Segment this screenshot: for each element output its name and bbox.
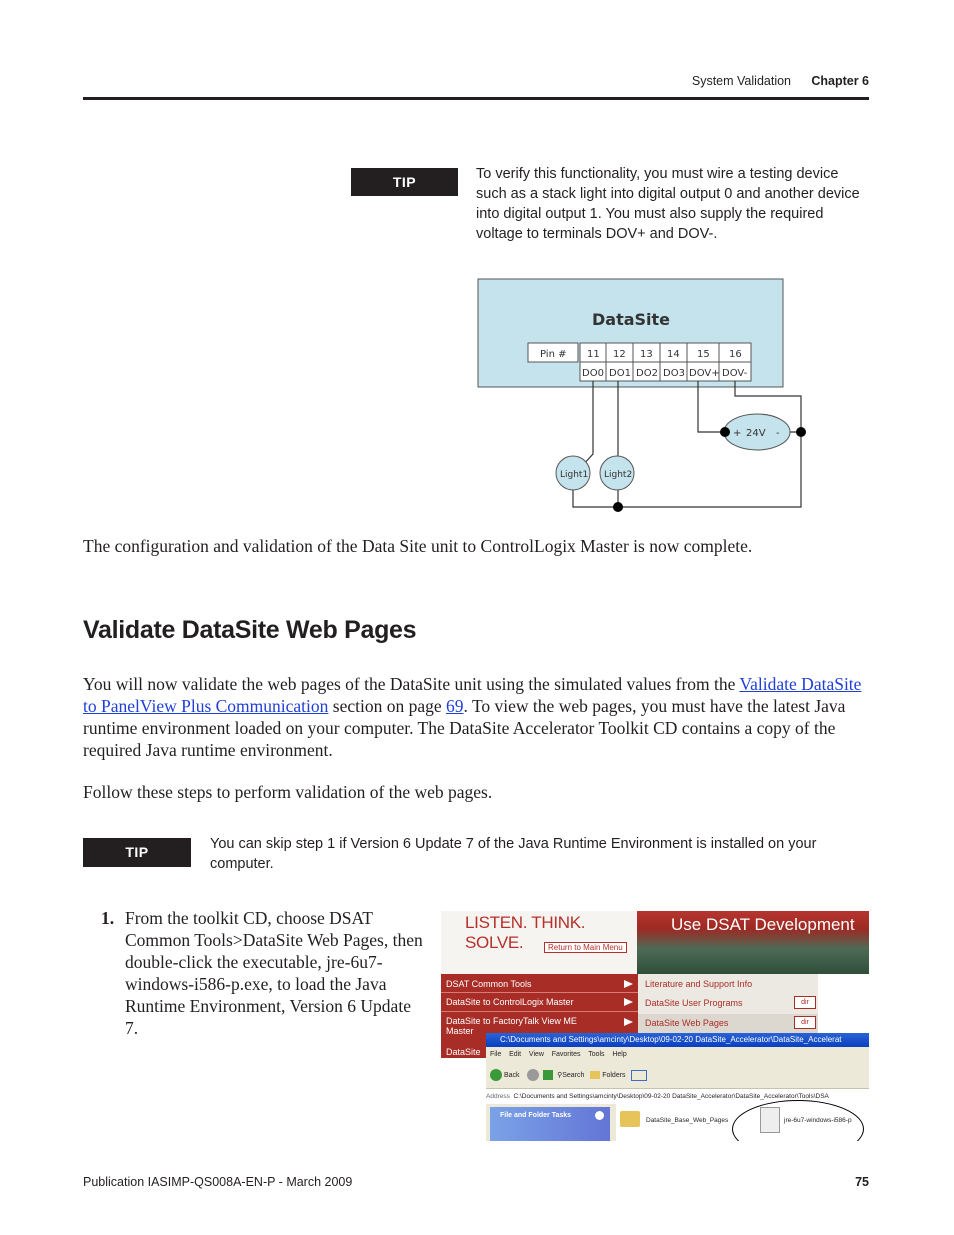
explorer-title-bar: C:\Documents and Settings\amcinty\Desktop\09-02-20 DataSite_Accelerator\DataSite_Accelerat xyxy=(486,1033,869,1047)
folders-icon[interactable] xyxy=(590,1071,600,1079)
intro-text-start: You will now validate the web pages of the DataSite unit using the simulated values from the xyxy=(83,674,736,694)
tip-text: To verify this functionality, you must wire a testing device such as a stack light into digital output 0 and another device into digital output 1. You must also supply the required voltage to terminals DOV+ and DOV-. xyxy=(476,166,860,242)
intro-text-end: . To view the web pages, you must have the latest Java runtime environment loaded on your computer. The DataSite Accelerator Toolkit CD contains a copy of the required Java runtime environment. xyxy=(83,696,846,760)
menu-help[interactable]: Help xyxy=(612,1051,627,1058)
pin-11: 11 xyxy=(587,349,600,360)
tip-label-2: TIP xyxy=(83,838,191,867)
menu-file[interactable]: File xyxy=(490,1051,502,1058)
collapse-icon[interactable] xyxy=(595,1111,604,1120)
intro-paragraph xyxy=(83,673,868,761)
pin-15: 15 xyxy=(697,349,710,360)
address-label: Address xyxy=(486,1093,510,1100)
pin-16: 16 xyxy=(729,349,742,360)
folder-icon[interactable] xyxy=(620,1111,640,1127)
slogan: LISTEN. THINK. SOLVE. xyxy=(465,913,586,952)
explorer-toolbar xyxy=(490,1069,647,1081)
dir-button[interactable]: dir xyxy=(794,996,816,1009)
menu-user-programs[interactable]: DataSite User Programs xyxy=(645,998,743,1008)
pin-14: 14 xyxy=(667,349,680,360)
step-text: From the toolkit CD, choose DSAT Common Tools>DataSite Web Pages, then double-click the executable, jre-6u7-windows-i586-p.exe, to load the Java Runtime Environment, Version 6 Update 7. xyxy=(125,908,423,1038)
page-69-link[interactable]: 69 xyxy=(446,696,464,716)
screenshot-header-left xyxy=(441,911,637,974)
menu-web-pages[interactable]: DataSite Web Pages xyxy=(645,1018,729,1028)
output-dov-minus: DOV- xyxy=(722,368,748,379)
light-2-label: Light2 xyxy=(604,470,633,480)
output-do3: DO3 xyxy=(663,368,685,379)
menu-tools[interactable]: Tools xyxy=(588,1051,605,1058)
pin-label: Pin # xyxy=(540,349,567,360)
explorer-menu-bar xyxy=(490,1051,627,1058)
menu-datasite[interactable]: DataSite xyxy=(446,1047,481,1057)
arrow-icon xyxy=(624,1018,633,1026)
up-folder-icon[interactable] xyxy=(543,1070,553,1080)
back-icon[interactable] xyxy=(490,1069,502,1081)
search-button[interactable]: Search xyxy=(562,1071,585,1079)
running-header-chapter: Chapter 6 xyxy=(811,74,869,88)
right-menu xyxy=(638,974,818,1034)
dir-button[interactable]: dir xyxy=(794,1016,816,1029)
toolkit-screenshot xyxy=(441,911,869,1141)
supply-voltage-label: 24V xyxy=(746,428,766,439)
task-panel xyxy=(490,1107,610,1141)
arrow-icon xyxy=(624,998,633,1006)
completion-paragraph: The configuration and validation of the Data Site unit to ControlLogix Master is now complete. xyxy=(83,536,753,556)
common-junction xyxy=(613,502,623,512)
section-heading: Validate DataSite Web Pages xyxy=(83,616,417,644)
supply-minus-label: - xyxy=(776,428,780,439)
header-rule xyxy=(83,97,869,100)
tip-label: TIP xyxy=(351,168,458,196)
menu-view[interactable]: View xyxy=(528,1051,544,1058)
supply-plus-label: + xyxy=(733,428,742,439)
menu-literature-support[interactable]: Literature and Support Info xyxy=(645,979,753,989)
wiring-diagram xyxy=(454,276,838,518)
menu-factorytalk-master[interactable]: DataSite to FactoryTalk View ME Master xyxy=(446,1016,577,1036)
return-main-menu-button[interactable]: Return to Main Menu xyxy=(544,942,627,953)
file-folder-tasks[interactable]: File and Folder Tasks xyxy=(500,1112,572,1119)
search-icon[interactable]: ⚲ xyxy=(557,1071,563,1079)
intro-text-mid: section on page xyxy=(332,696,442,716)
arrow-icon xyxy=(624,980,633,988)
step-number: 1. xyxy=(101,908,115,928)
light-1-label: Light1 xyxy=(560,470,589,480)
menu-controllogix-master[interactable]: DataSite to ControlLogix Master xyxy=(446,997,574,1007)
menu-favorites[interactable]: Favorites xyxy=(551,1051,581,1058)
publication-footer: Publication IASIMP-QS008A-EN-P - March 2009 xyxy=(83,1175,353,1189)
banner-text: Use DSAT Development xyxy=(671,915,855,934)
menu-dsat-common-tools[interactable]: DSAT Common Tools xyxy=(446,979,532,989)
output-do0: DO0 xyxy=(582,368,604,379)
datasite-title: DataSite xyxy=(592,310,671,329)
supply-terminal-plus xyxy=(720,427,730,437)
java-installer-file[interactable]: jre-6u7-windows-i586-p xyxy=(784,1117,852,1124)
pin-12: 12 xyxy=(613,349,626,360)
folders-button[interactable]: Folders xyxy=(602,1071,626,1079)
page-number: 75 xyxy=(855,1175,869,1189)
folder-item[interactable]: DataSite_Base_Web_Pages xyxy=(646,1117,729,1124)
output-do2: DO2 xyxy=(636,368,658,379)
supply-terminal-minus xyxy=(796,427,806,437)
steps-intro-paragraph: Follow these steps to perform validation of the web pages. xyxy=(83,782,493,802)
screenshot-banner xyxy=(637,911,869,974)
pin-13: 13 xyxy=(640,349,653,360)
validate-panelview-link[interactable]: Validate DataSite to PanelView Plus Communication xyxy=(83,674,862,716)
forward-icon[interactable] xyxy=(527,1069,539,1081)
output-do1: DO1 xyxy=(609,368,631,379)
running-header-section: System Validation xyxy=(691,74,791,88)
views-icon[interactable] xyxy=(631,1070,647,1081)
address-field[interactable]: C:\Documents and Settings\amcinty\Desktop\09-02-20 DataSite_Accelerator\DataSite_Accelerator\Tools\DSA xyxy=(513,1093,829,1100)
back-button[interactable]: Back xyxy=(503,1071,520,1079)
output-dov-plus: DOV+ xyxy=(689,368,720,379)
tip-text-2: You can skip step 1 if Version 6 Update 7 of the Java Runtime Environment is installed on your computer. xyxy=(210,836,817,872)
menu-edit[interactable]: Edit xyxy=(509,1051,522,1058)
